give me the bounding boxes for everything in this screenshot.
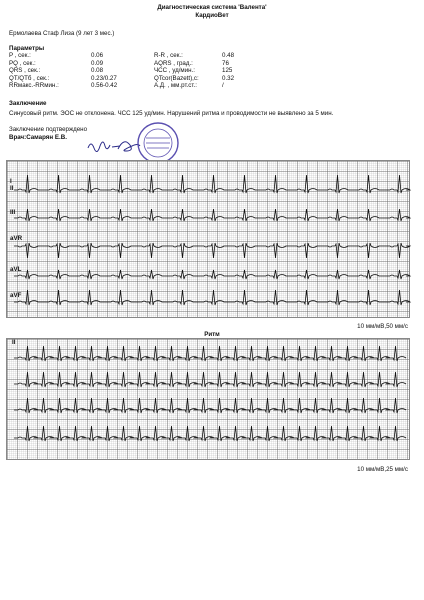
param-right-label: R-R , сек.: [154, 52, 183, 59]
patient-name: Ермолаева Стаф Лиза (9 лет 3 мес.) [9, 30, 115, 37]
lead-label: aVF [10, 292, 22, 299]
param-right-label: QTcor(Bazett),с: [154, 74, 199, 82]
param-right-value: 76 [222, 59, 229, 67]
ecg-trace-lead-iii [14, 209, 410, 221]
params-title: Параметры [9, 45, 45, 52]
ecg-trace-rhythm-4 [14, 426, 406, 441]
conclusion-text: Синусовый ритм. ЭОС не отклонена. ЧСС 125 уд/мин. Нарушений ритма и проводимости не выявлено за 5 мин. [9, 110, 334, 117]
scale-label-main: 10 мм/мВ,50 мм/с [357, 323, 408, 330]
ecg-trace-lead-avr [14, 243, 410, 258]
system-title: Диагностическая система 'Валента' [157, 4, 267, 11]
param-left-label: QT/QTб , сек.: [9, 74, 50, 82]
ecg-trace-rhythm-1 [14, 346, 406, 361]
param-left-label: QRS , сек.: [9, 67, 41, 75]
param-left-value: 0.06 [91, 52, 104, 59]
lead-label: aVR [10, 235, 23, 242]
scale-label-rhythm: 10 мм/мВ,25 мм/с [357, 466, 408, 473]
ecg-trace-lead-i-ii [14, 175, 410, 193]
confirmed-label: Заключение подтверждено [9, 126, 88, 133]
param-right-label: AQRS , град.: [154, 59, 193, 67]
param-right-value: 0.48 [222, 52, 235, 59]
param-right-label: ЧСС , уд/мин.: [154, 67, 196, 75]
ecg-trace-rhythm-2 [14, 372, 406, 387]
module-title: КардиоВет [195, 12, 229, 19]
lead-label: I [10, 178, 12, 185]
param-left-value: 0.56-0.42 [91, 82, 118, 90]
param-left-value: 0.08 [91, 67, 104, 75]
ecg-trace-lead-avl [14, 270, 410, 279]
param-left-value: 0.09 [91, 59, 104, 67]
param-right-value: 125 [222, 67, 233, 75]
param-left-label: RRмакс.-RRмин.: [9, 82, 59, 90]
param-left-value: 0.23/0.27 [91, 74, 117, 82]
param-left-label: PQ , сек.: [9, 59, 36, 67]
param-right-value: 0.32 [222, 74, 235, 82]
param-right-label: А.Д. , мм.рт.ст.: [154, 82, 197, 90]
rhythm-title: Ритм [204, 331, 220, 338]
lead-label: II [10, 185, 14, 192]
lead-label: II [12, 339, 16, 346]
doctor-name: Врач:Самарян Е.В. [9, 134, 67, 141]
ecg-trace-rhythm-3 [14, 398, 406, 413]
lead-label: III [10, 209, 16, 216]
conclusion-title: Заключение [9, 100, 47, 107]
param-right-value: / [222, 82, 224, 90]
ecg-trace-lead-avf [14, 290, 410, 305]
param-left-label: P , сек.: [9, 52, 31, 59]
lead-label: aVL [10, 266, 22, 273]
